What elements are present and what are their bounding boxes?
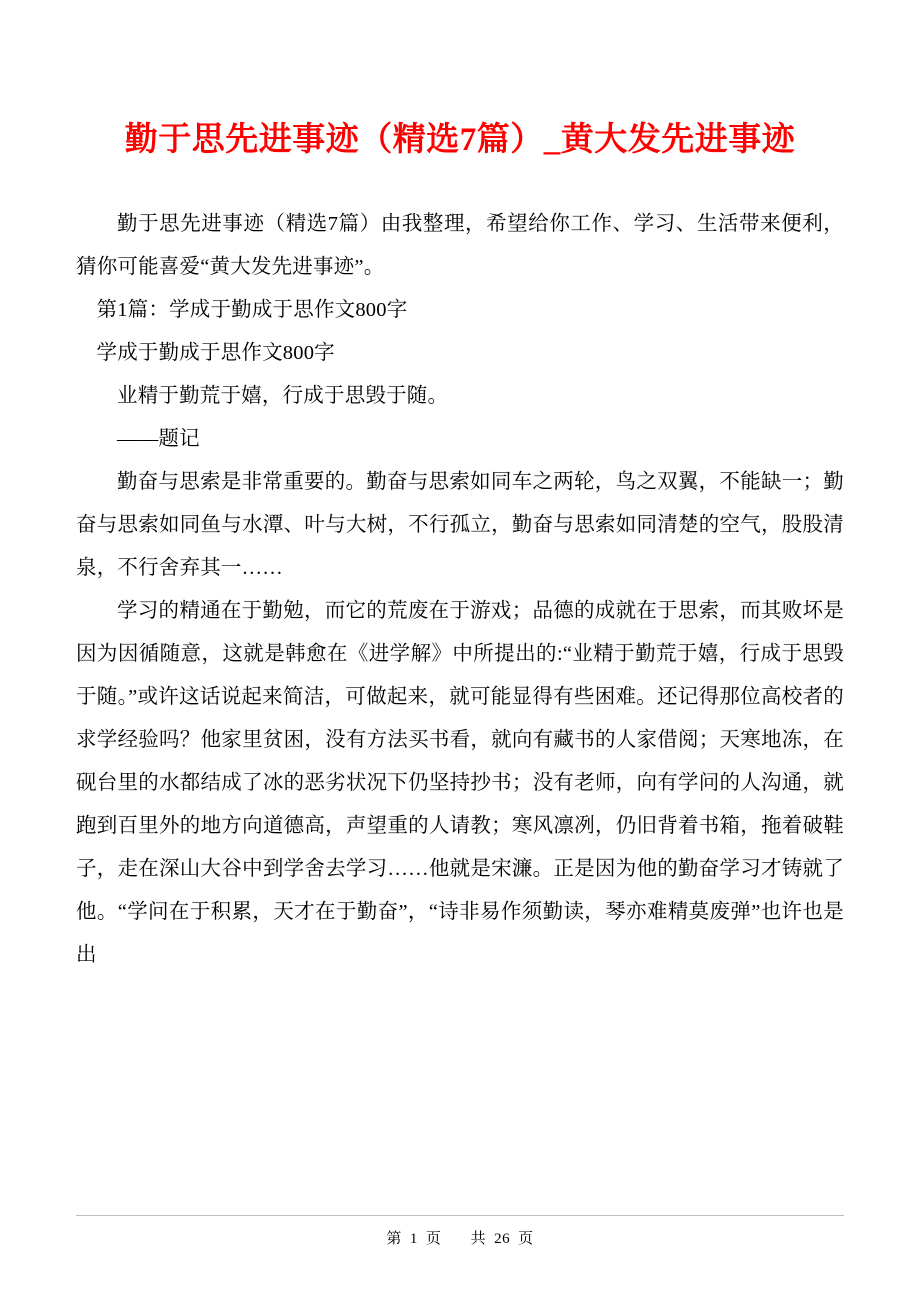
footer-divider (76, 1215, 844, 1216)
footer-total-prefix: 共 (470, 1231, 487, 1247)
paragraph-intro: 勤于思先进事迹（精选7篇）由我整理，希望给你工作、学习、生活带来便利，猜你可能喜爱“黄大发先进事迹”。 (76, 213, 844, 278)
paragraph-section-1-heading: 第1篇：学成于勤成于思作文800字 (96, 299, 408, 321)
paragraph-quote: 业精于勤荒于嬉，行成于思毁于随。 (117, 385, 449, 407)
footer-total-suffix: 页 (518, 1231, 534, 1247)
footer-page-suffix: 页 (425, 1231, 442, 1247)
page-footer (0, 1227, 920, 1248)
paragraph-body-1: 勤奋与思索是非常重要的。勤奋与思索如同车之两轮，鸟之双翼，不能缺一；勤奋与思索如同鱼与水潭、叶与大树，不行孤立，勤奋与思索如同清楚的空气，股股清泉，不行舍弃其一…… (76, 471, 844, 579)
paragraph-body-2: 学习的精通在于勤勉，而它的荒废在于游戏；品德的成就在于思索，而其败坏是因为因循随意，这就是韩愈在《进学解》中所提出的:“业精于勤荒于嬉，行成于思毁于随。”或许这话说起来简洁，可做起来，就可能显得有些困难。还记得那位高校者的求学经验吗？他家里贫困，没有方法买书看，就向有藏书的人家借阅；天寒地冻，在砚台里的水都结成了冰的恶劣状况下仍坚持抄书；没有老师，向有学问的人沟通，就跑到百里外的地方向道德高，声望重的人请教；寒风凛冽，仍旧背着书箱，拖着破鞋子，走在深山大谷中到学舍去学习……他就是宋濂。正是因为他的勤奋学习才铸就了他。“学问在于积累，天才在于勤奋”，“诗非易作须勤读，琴亦难精莫废弹”也许也是出 (76, 600, 844, 966)
paragraph-section-1-subheading: 学成于勤成于思作文800字 (96, 342, 335, 364)
footer-total-number: 26 (494, 1231, 511, 1247)
footer-page-prefix: 第 (386, 1231, 402, 1247)
footer-page-number: 1 (409, 1231, 418, 1247)
page-title: 勤于思先进事迹（精选7篇）_黄大发先进事迹 (124, 122, 796, 158)
paragraph-quote-source: ——题记 (117, 428, 200, 450)
